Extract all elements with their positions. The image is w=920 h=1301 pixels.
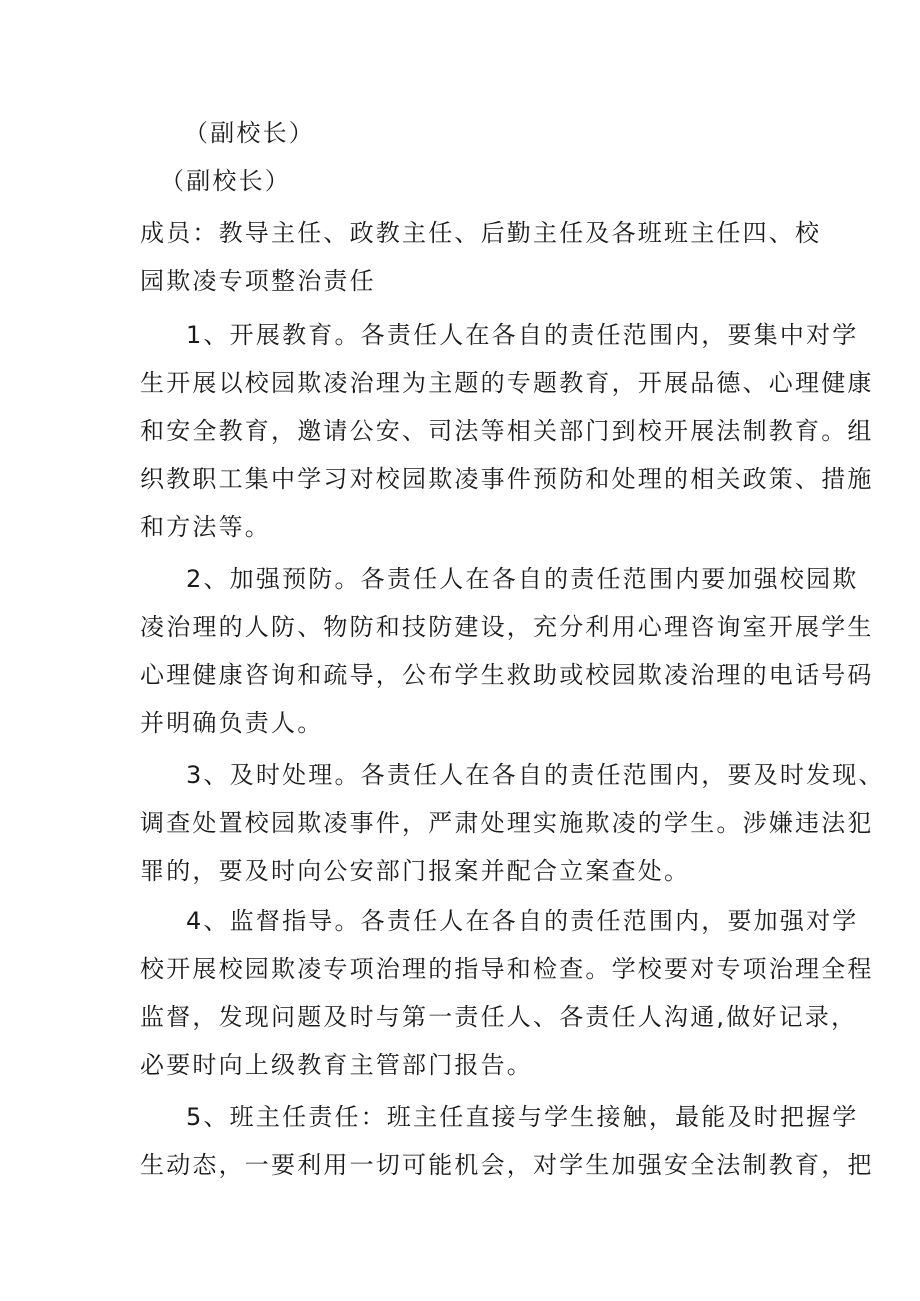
item-5-line-1: 5、班主任责任：班主任直接与学生接触，最能及时把握学 bbox=[186, 1103, 859, 1131]
item-1-line-2: 生开展以校园欺凌治理为主题的专题教育，开展品德、心理健康 bbox=[140, 369, 874, 397]
item-2-line-1: 2、加强预防。各责任人在各自的责任范围内要加强校园欺 bbox=[186, 565, 859, 593]
item-3-line-2: 调查处置校园欺凌事件，严肃处理实施欺凌的学生。涉嫌违法犯 bbox=[140, 809, 874, 837]
item-3-line-3: 罪的，要及时向公安部门报案并配合立案查处。 bbox=[140, 857, 691, 885]
item-4-line-2: 校开展校园欺凌专项治理的指导和检查。学校要对专项治理全程 bbox=[140, 955, 874, 983]
section-four-heading: 园欺凌专项整治责任 bbox=[140, 267, 376, 295]
item-1-line-4: 织教职工集中学习对校园欺凌事件预防和处理的相关政策、措施 bbox=[140, 465, 874, 493]
item-2-line-2: 凌治理的人防、物防和技防建设，充分利用心理咨询室开展学生 bbox=[140, 613, 874, 641]
item-1-line-5: 和方法等。 bbox=[140, 513, 271, 541]
item-3-line-1: 3、及时处理。各责任人在各自的责任范围内，要及时发现、 bbox=[186, 761, 885, 789]
item-5-line-2: 生动态，一要利用一切可能机会，对学生加强安全法制教育，把 bbox=[140, 1151, 874, 1179]
item-4-line-1: 4、监督指导。各责任人在各自的责任范围内，要加强对学 bbox=[186, 907, 859, 935]
item-4-line-4: 必要时向上级教育主管部门报告。 bbox=[140, 1051, 533, 1079]
deputy-principal-line-1: （副校长） bbox=[184, 119, 315, 147]
members-line: 成员：教导主任、政教主任、后勤主任及各班班主任四、校 bbox=[140, 219, 822, 247]
item-2-line-4: 并明确负责人。 bbox=[140, 709, 324, 737]
item-4-line-3: 监督，发现问题及时与第一责任人、各责任人沟通,做好记录， bbox=[140, 1003, 858, 1031]
item-1-line-1: 1、开展教育。各责任人在各自的责任范围内，要集中对学 bbox=[186, 321, 859, 349]
item-1-line-3: 和安全教育，邀请公安、司法等相关部门到校开展法制教育。组 bbox=[140, 417, 874, 445]
deputy-principal-line-2: （副校长） bbox=[160, 167, 291, 195]
item-2-line-3: 心理健康咨询和疏导，公布学生救助或校园欺凌治理的电话号码 bbox=[140, 661, 874, 689]
